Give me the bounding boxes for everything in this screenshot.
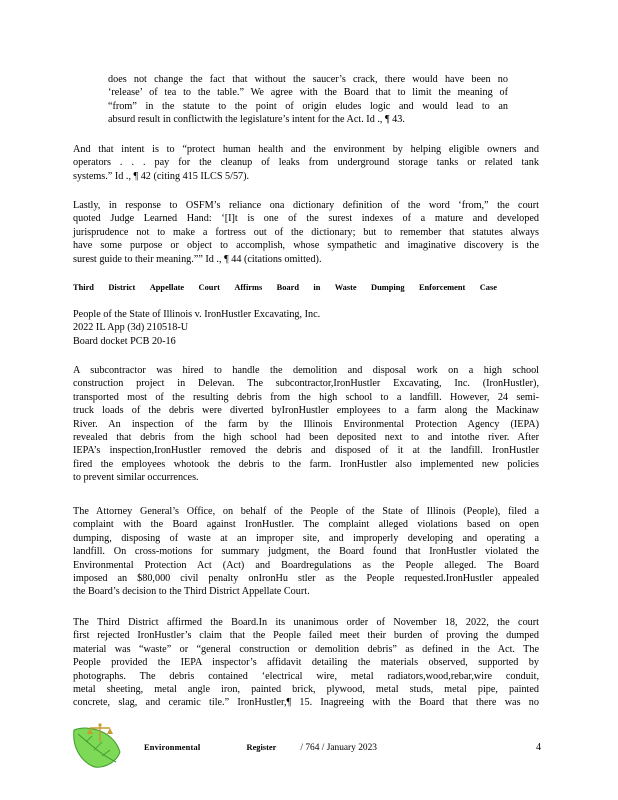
- case-citation: [73, 308, 320, 348]
- heading-word: District: [108, 283, 136, 292]
- heading-word: Court: [198, 283, 220, 292]
- page-number: 4: [536, 742, 542, 753]
- heading-word: Enforcement: [418, 283, 466, 292]
- heading-word: Board: [276, 283, 299, 292]
- paragraph-line: revealed that debris from the high school had been deposited next to and intothe river. After: [73, 432, 539, 444]
- paragraph-case-facts: [73, 364, 539, 485]
- quote-line: absurd result in conflictwith the legislature’s intent for the Act. Id ., ¶ 43.: [108, 114, 405, 126]
- paragraph-line: metal sheeting, metal angle iron, painted brick, plywood, metal studs, metal pipe, painted: [73, 684, 539, 696]
- page-footer: [144, 743, 377, 753]
- paragraph-line: first rejected IronHustler’s claim that the People failed meet their burden of proving the dumped: [73, 630, 539, 642]
- case-title: People of the State of Illinois v. IronHustler Excavating, Inc.: [73, 309, 321, 320]
- paragraph-line: A subcontractor was hired to handle the demolition and disposal work on a high school: [73, 365, 539, 376]
- paragraph-line: fired the employees whotook the debris to the farm. IronHustler also implemented new policies: [73, 458, 539, 470]
- paragraph-line: material was “waste” or “general construction or demolition debris” as defined in the Act. The: [73, 643, 539, 655]
- board-docket: Board docket PCB 20-16: [73, 335, 176, 347]
- paragraph-line: imposed an $80,000 civil penalty onIronHu stler as the People requested.IronHustler appealed: [73, 573, 539, 585]
- paragraph-line: River. An inspection of the farm by the Illinois Environmental Protection Agency (IEPA): [73, 418, 539, 430]
- paragraph-line: surest guide to their meaning.”” Id ., ¶ 44 (citations omitted).: [73, 253, 322, 265]
- paragraph-line: Environmental Protection Act (Act) and Boardregulations as the People alleged. The Board: [73, 559, 539, 571]
- quote-line: ‘release’ of tea to the table.” We agree with the Board that to limit the meaning of: [108, 87, 508, 99]
- section-heading: [73, 283, 497, 292]
- heading-word: Affirms: [234, 283, 263, 292]
- paragraph-line: the Board’s decision to the Third District Appellate Court.: [73, 586, 310, 598]
- paragraph-line: landfill. On cross-motions for summary judgment, the Board found that IronHustler violated the: [73, 546, 539, 558]
- paragraph-line: systems.” Id ., ¶ 42 (citing 415 ILCS 5/57).: [73, 170, 250, 182]
- heading-word: Appellate: [149, 283, 185, 292]
- heading-word: Third: [73, 283, 94, 292]
- block-quote: [108, 73, 508, 127]
- paragraph-line: operators . . . pay for the cleanup of leaks from underground storage tanks or related tank: [73, 157, 539, 169]
- heading-word: Dumping: [371, 283, 405, 292]
- paragraph-line: photographs. The debris contained ‘electrical wire, metal radiators,wood,rebar,wire conduit,: [73, 670, 539, 682]
- paragraph-complaint: [73, 505, 539, 599]
- footer-publication: Environmental: [144, 743, 201, 752]
- paragraph-line: truck loads of the debris were diverted byIronHustler employees to a farm along the Mackinaw: [73, 405, 539, 417]
- paragraph-dictionary-definition: [73, 199, 539, 266]
- paragraph-line: The Attorney General’s Office, on behalf of the People of the State of Illinois (People), filed a: [73, 506, 539, 517]
- paragraph-line: transported most of the resulting debris from the high school to a landfill. However, 24 semi-: [73, 391, 539, 403]
- quote-line: “from” in the statute to the point of origin eludes logic and would lead to an: [108, 100, 508, 112]
- footer-register: Register: [246, 743, 277, 752]
- paragraph-line: IEPA’s inspection,IronHustler removed the debris and disposed of it at the landfill. IronHustler: [73, 445, 539, 457]
- case-reporter-cite: 2022 IL App (3d) 210518-U: [73, 322, 189, 334]
- paragraph-line: Lastly, in response to OSFM’s reliance ona dictionary definition of the word ‘from,” the court: [73, 200, 539, 211]
- paragraph-line: to prevent similar occurrences.: [73, 472, 199, 484]
- paragraph-line: construction project in Delevan. The subcontractor,IronHustler Excavating, Inc. (IronHustler),: [73, 378, 539, 390]
- footer-issue: / 764 / January 2023: [300, 743, 377, 753]
- paragraph-legislative-intent: [73, 143, 539, 183]
- paragraph-line: dumping, disposing of waste at an improper site, and improperly developing and operating a: [73, 532, 539, 544]
- leaf-scales-logo-icon: [70, 722, 124, 770]
- paragraph-line: People provided the IEPA inspector’s affidavit detailing the materials observed, supported by: [73, 657, 539, 669]
- quote-line: does not change the fact that without the saucer’s crack, there would have been no: [108, 74, 508, 85]
- paragraph-line: complaint with the Board against IronHustler. The complaint alleged violations based on open: [73, 519, 539, 531]
- paragraph-line: And that intent is to “protect human health and the environment by helping eligible owners and: [73, 144, 539, 155]
- paragraph-line: The Third District affirmed the Board.In its unanimous order of November 18, 2022, the court: [73, 617, 539, 628]
- paragraph-line: quoted Judge Learned Hand: ‘[I]t is one of the surest indexes of a mature and developed: [73, 213, 539, 225]
- heading-word: in: [313, 283, 321, 292]
- paragraph-line: have some purpose or object to accomplish, whose sympathetic and imaginative discovery is the: [73, 240, 539, 252]
- heading-word: Waste: [334, 283, 357, 292]
- paragraph-affirmance: [73, 616, 539, 710]
- paragraph-line: jurisprudence not to make a fortress out of the dictionary; but to remember that statutes always: [73, 226, 539, 238]
- paragraph-line: concrete, slag, and ceramic tile.” IronHustler,¶ 15. Inagreeing with the Board that there was no: [73, 697, 539, 709]
- heading-word: Case: [479, 283, 497, 292]
